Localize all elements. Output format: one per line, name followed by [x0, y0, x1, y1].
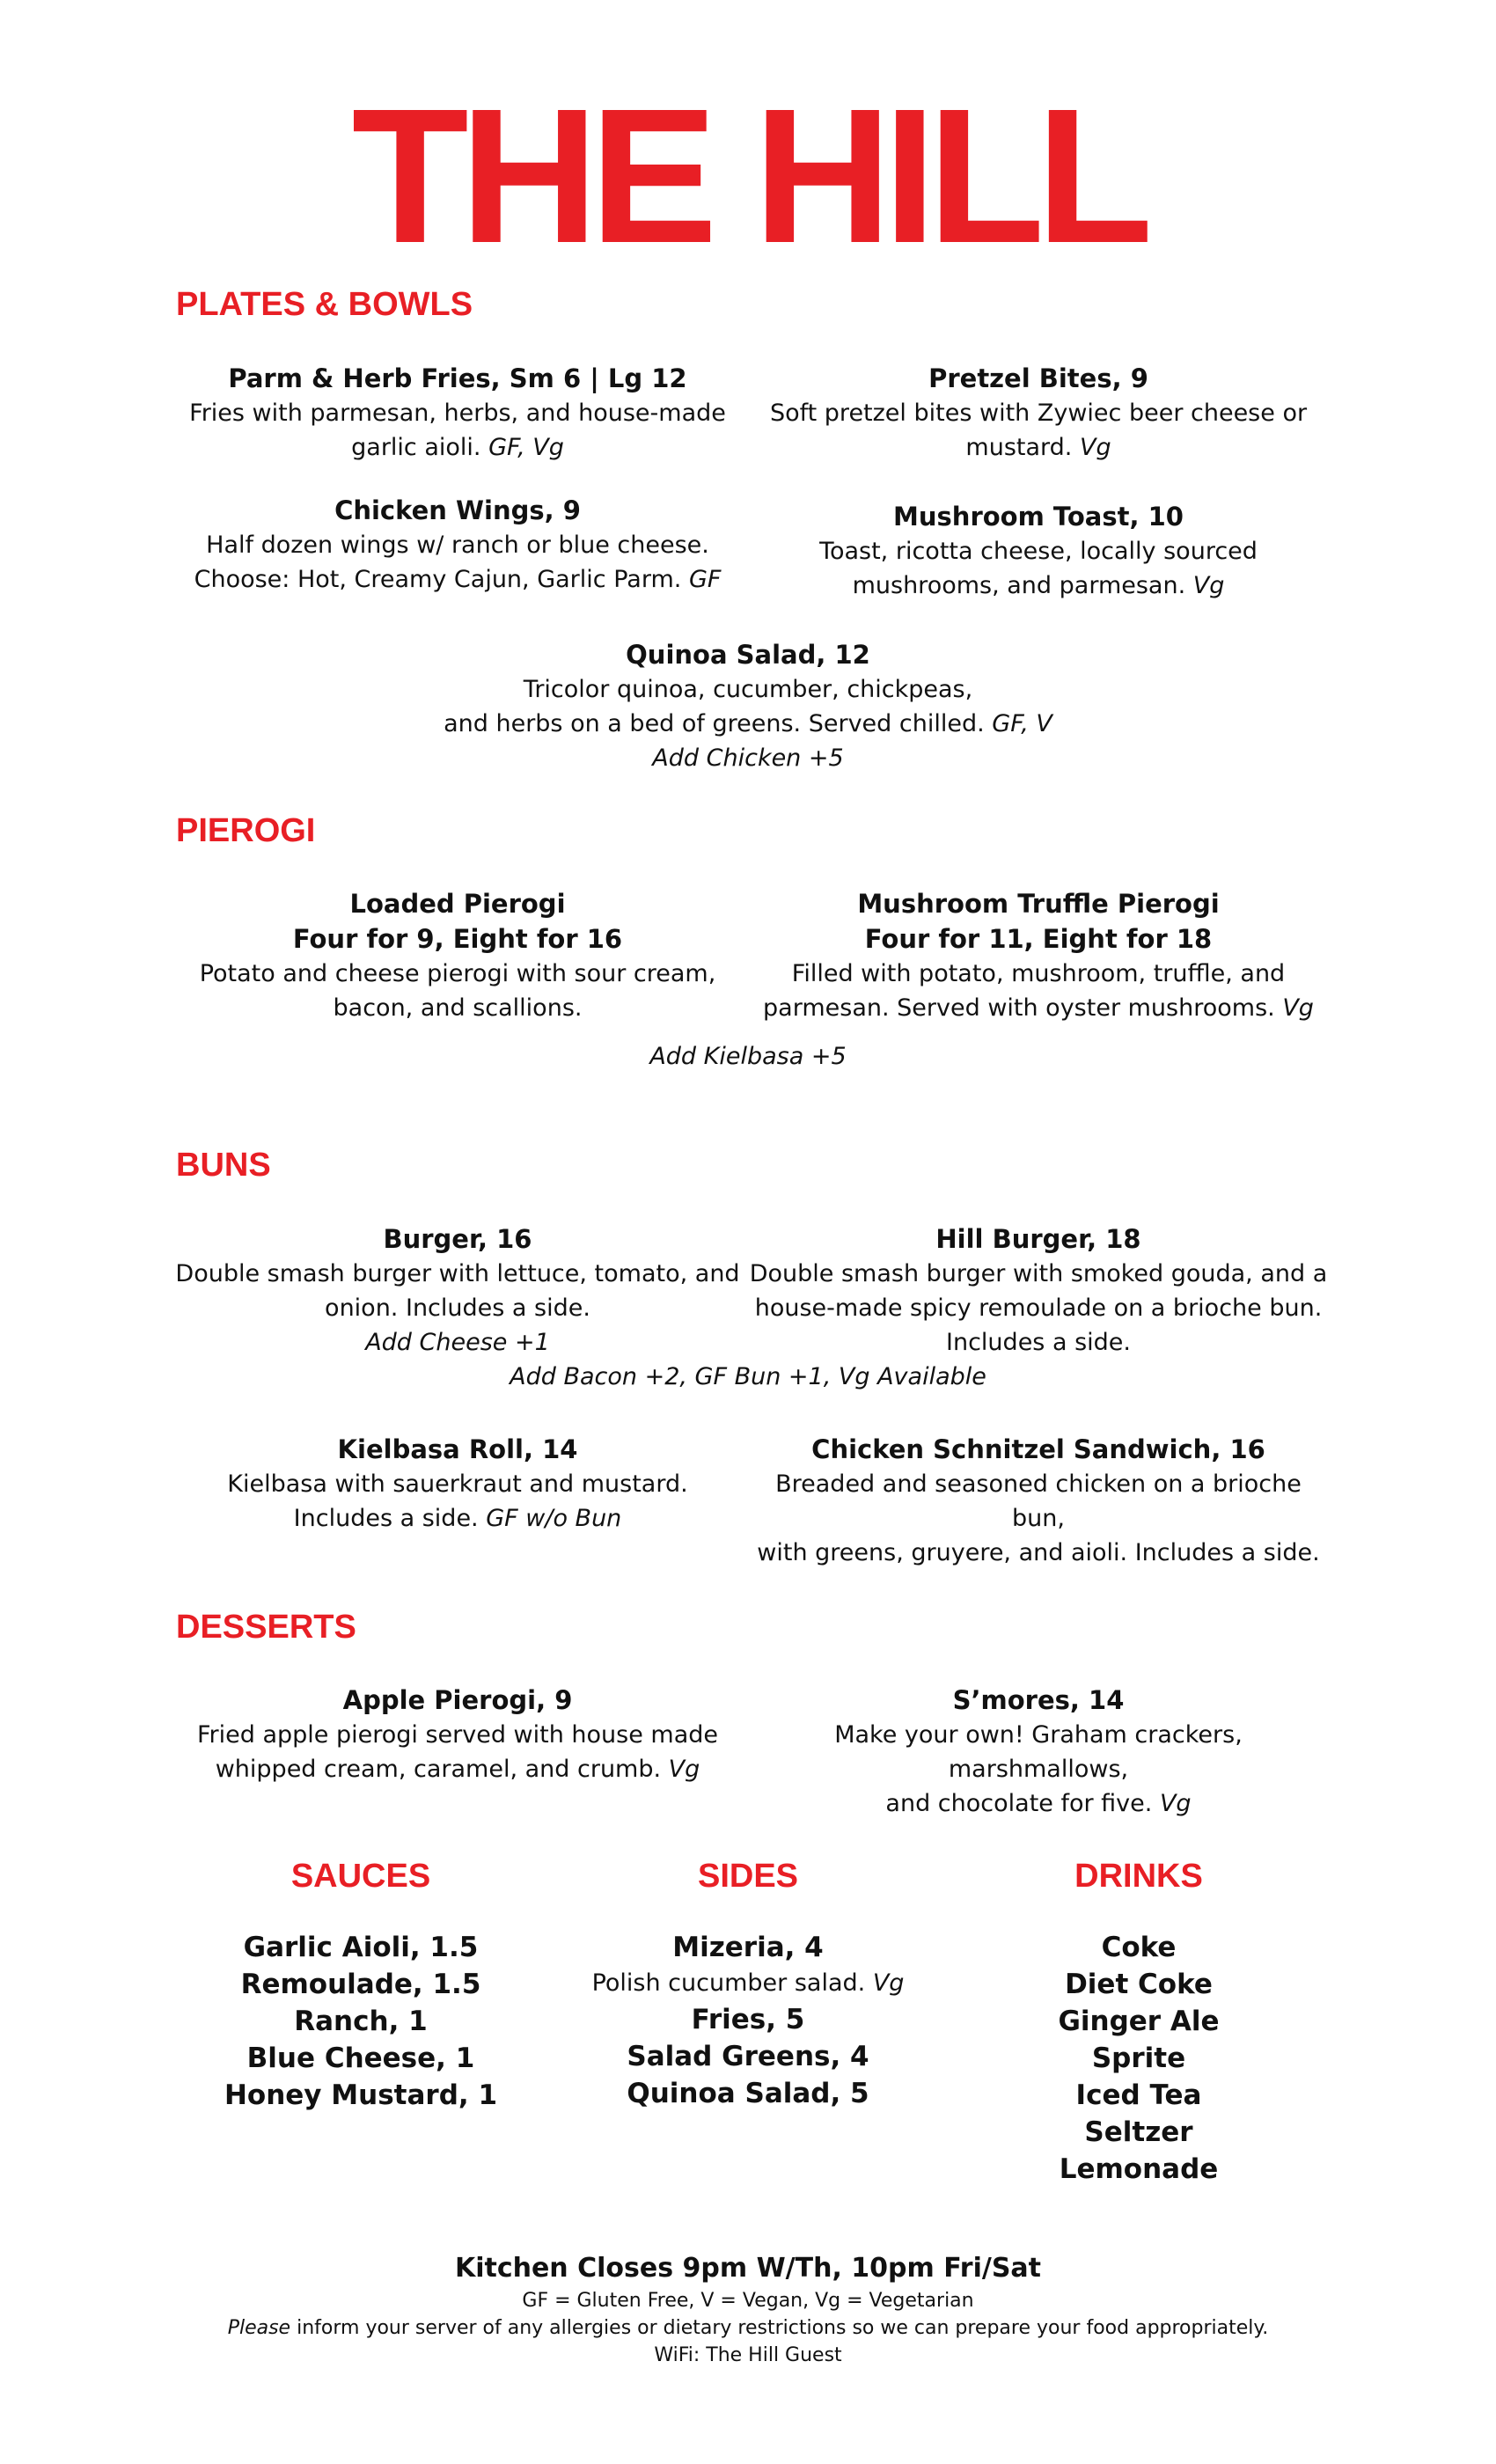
- menu-item: [748, 886, 1329, 1025]
- list-item: Remoulade, 1.5: [240, 1969, 481, 2000]
- menu-item: [396, 637, 1100, 775]
- allergy-emphasis: Please: [227, 2317, 291, 2339]
- item-desc: Toast, ricotta cheese, locally sourced: [819, 538, 1258, 565]
- section-title-pierogi: PIEROGI: [176, 812, 316, 849]
- menu-item: [167, 361, 748, 465]
- menu-item: [167, 1432, 748, 1536]
- item-price: Four for 11, Eight for 18: [864, 924, 1213, 954]
- item-name: Apple Pierogi, 9: [342, 1685, 573, 1715]
- item-desc: Fried apple pierogi served with house made: [196, 1721, 719, 1749]
- section-title-plates: PLATES & BOWLS: [176, 286, 473, 323]
- list-item: Quinoa Salad, 5: [627, 2078, 869, 2109]
- item-desc: Tricolor quinoa, cucumber, chickpeas,: [523, 676, 973, 703]
- item-desc: Breaded and seasoned chicken on a brioche bun,: [775, 1470, 1302, 1532]
- wifi-info: WiFi: The Hill Guest: [654, 2344, 842, 2366]
- dietary-tag: Vg: [668, 1756, 700, 1783]
- item-desc: Filled with potato, mushroom, truffle, and: [791, 960, 1286, 987]
- item-name: Hill Burger, 18: [935, 1224, 1141, 1254]
- dietary-tag: GF, Vg: [488, 434, 564, 461]
- item-desc: Kielbasa with sauerkraut and mustard.: [227, 1470, 688, 1498]
- item-price: Four for 9, Eight for 16: [292, 924, 623, 954]
- sides-list: [546, 1929, 950, 2112]
- dietary-tag: Vg: [1282, 994, 1314, 1022]
- item-desc: and herbs on a bed of greens. Served chilled.: [444, 710, 985, 737]
- item-name: Parm & Herb Fries, Sm 6 | Lg 12: [228, 363, 687, 393]
- item-desc: bacon, and scallions.: [333, 994, 583, 1022]
- list-item: Coke: [1101, 1932, 1177, 1963]
- dietary-tag: Vg: [1079, 434, 1111, 461]
- restaurant-title: THE HILL: [351, 70, 1145, 283]
- item-name: Loaded Pierogi: [349, 889, 566, 919]
- section-title-desserts: DESSERTS: [176, 1609, 356, 1646]
- menu-item: [167, 886, 748, 1025]
- list-item: Lemonade: [1059, 2153, 1219, 2185]
- dietary-legend: GF = Gluten Free, V = Vegan, Vg = Vegetarian: [522, 2290, 974, 2312]
- item-name: Chicken Wings, 9: [334, 495, 581, 525]
- item-desc: onion. Includes a side.: [325, 1294, 590, 1322]
- list-item: Salad Greens, 4: [627, 2041, 869, 2072]
- dietary-tag: GF: [688, 566, 722, 593]
- item-desc: Half dozen wings w/ ranch or blue cheese.: [206, 532, 709, 559]
- list-item: Fries, 5: [691, 2004, 805, 2035]
- dietary-tag: Vg: [872, 1969, 905, 1997]
- list-item: Sprite: [1091, 2042, 1186, 2074]
- item-desc: Polish cucumber salad.: [591, 1969, 866, 1997]
- item-desc: Includes a side.: [293, 1505, 479, 1532]
- item-desc: Choose: Hot, Creamy Cajun, Garlic Parm.: [194, 566, 682, 593]
- kitchen-hours: Kitchen Closes 9pm W/Th, 10pm Fri/Sat: [454, 2253, 1042, 2284]
- section-title-buns: BUNS: [176, 1147, 271, 1184]
- dietary-tag: GF w/o Bun: [486, 1505, 622, 1532]
- menu-item: [748, 1683, 1329, 1821]
- section-title-sides: SIDES: [697, 1858, 799, 1895]
- list-item: Honey Mustard, 1: [224, 2079, 498, 2111]
- dietary-tag: GF, V: [992, 710, 1052, 737]
- list-item: Blue Cheese, 1: [246, 2042, 475, 2074]
- dietary-tag: Vg: [1159, 1790, 1192, 1817]
- item-name: Burger, 16: [383, 1224, 532, 1254]
- footer: [0, 2250, 1496, 2369]
- list-item: Diet Coke: [1065, 1969, 1213, 2000]
- list-item: Mizeria, 4: [672, 1932, 824, 1963]
- item-desc: house-made spicy remoulade on a brioche bun.: [754, 1294, 1323, 1322]
- allergy-notice: [0, 2314, 1496, 2342]
- item-desc: parmesan. Served with oyster mushrooms.: [763, 994, 1275, 1022]
- item-desc: mushrooms, and parmesan.: [852, 572, 1186, 599]
- item-desc: with greens, gruyere, and aioli. Includes a side.: [757, 1539, 1320, 1566]
- dietary-tag: Vg: [1192, 572, 1225, 599]
- item-name: S’mores, 14: [952, 1685, 1125, 1715]
- drinks-list: [936, 1929, 1341, 2188]
- list-item: Seltzer: [1084, 2116, 1193, 2148]
- menu-item: [167, 1683, 748, 1786]
- item-desc: Soft pretzel bites with Zywiec beer cheese or: [769, 400, 1308, 427]
- menu-item: [748, 1432, 1329, 1570]
- item-name: Quinoa Salad, 12: [626, 640, 870, 670]
- menu-item: [167, 493, 748, 597]
- menu-item: [748, 499, 1329, 603]
- item-desc: mustard.: [965, 434, 1073, 461]
- item-name: Mushroom Truffle Pierogi: [857, 889, 1220, 919]
- list-item: Garlic Aioli, 1.5: [243, 1932, 479, 1963]
- section-title-drinks: DRINKS: [1074, 1858, 1203, 1895]
- list-item: Iced Tea: [1075, 2079, 1202, 2111]
- addon-note: Add Cheese +1: [365, 1329, 550, 1356]
- menu-item: [167, 1221, 748, 1360]
- item-desc: whipped cream, caramel, and crumb.: [215, 1756, 662, 1783]
- item-desc: Double smash burger with smoked gouda, and a: [749, 1260, 1328, 1287]
- item-desc: Make your own! Graham crackers, marshmallows,: [834, 1721, 1243, 1783]
- item-desc: Double smash burger with lettuce, tomato, and: [175, 1260, 740, 1287]
- item-desc: Includes a side.: [946, 1329, 1131, 1356]
- item-name: Kielbasa Roll, 14: [337, 1434, 578, 1464]
- item-desc: Potato and cheese pierogi with sour cream,: [199, 960, 716, 987]
- menu-item: [748, 361, 1329, 465]
- section-title-sauces: SAUCES: [290, 1858, 431, 1895]
- item-desc: Fries with parmesan, herbs, and house-made: [189, 400, 726, 427]
- allergy-text: inform your server of any allergies or dietary restrictions so we can prepare your food appropriately.: [290, 2317, 1269, 2339]
- list-item-desc: [546, 1966, 950, 2001]
- list-item: Ginger Ale: [1058, 2006, 1220, 2037]
- item-desc: garlic aioli.: [351, 434, 481, 461]
- menu-item: [748, 1221, 1329, 1360]
- addon-note: Add Kielbasa +5: [649, 1043, 847, 1070]
- addon-note: Add Bacon +2, GF Bun +1, Vg Available: [510, 1363, 986, 1390]
- item-name: Chicken Schnitzel Sandwich, 16: [811, 1434, 1265, 1464]
- item-name: Pretzel Bites, 9: [928, 363, 1148, 393]
- list-item: Ranch, 1: [294, 2006, 428, 2037]
- item-name: Mushroom Toast, 10: [893, 502, 1184, 532]
- item-desc: and chocolate for five.: [885, 1790, 1153, 1817]
- sauces-list: [158, 1929, 563, 2114]
- addon-note: Add Chicken +5: [652, 744, 844, 772]
